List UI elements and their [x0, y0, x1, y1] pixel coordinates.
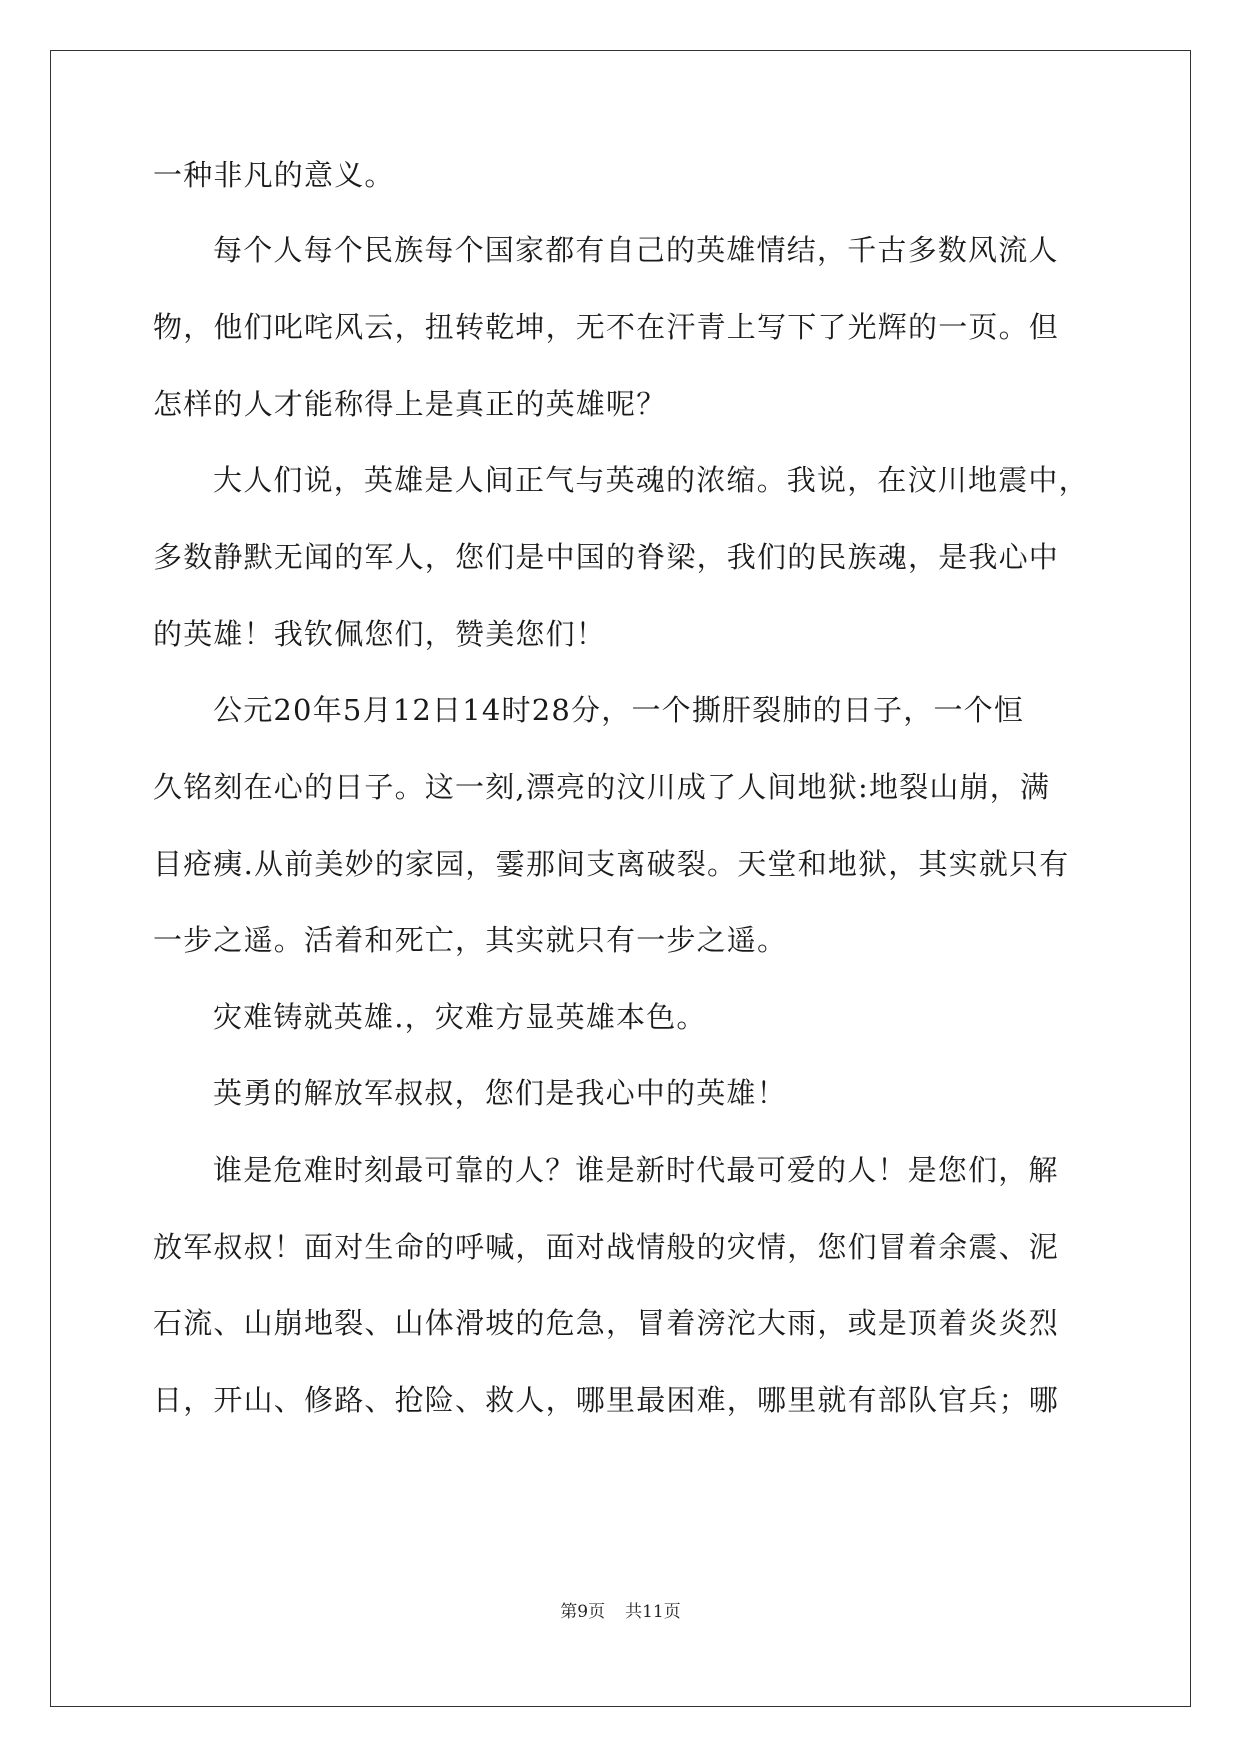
text-line: 每个人每个民族每个国家都有自己的英雄情结，千古多数风流人: [213, 233, 1059, 267]
text-line: 公元20年5月12日14时28分，一个撕肝裂肺的日子，一个恒: [213, 693, 1025, 727]
text-line: 一种非凡的意义。: [153, 158, 395, 192]
text-line: 多数静默无闻的军人，您们是中国的脊梁，我们的民族魂，是我心中: [153, 540, 1060, 574]
text-line: 久铭刻在心的日子。这一刻,漂亮的汶川成了人间地狱:地裂山崩，满: [153, 770, 1051, 804]
text-line: 一步之遥。活着和死亡，其实就只有一步之遥。: [153, 923, 788, 957]
text-line: 石流、山崩地裂、山体滑坡的危急，冒着滂沱大雨，或是顶着炎炎烈: [153, 1306, 1060, 1340]
text-line: 的英雄！我钦佩您们，赞美您们！: [153, 617, 607, 651]
page-total: 共11页: [625, 1602, 681, 1622]
text-line: 英勇的解放军叔叔，您们是我心中的英雄！: [213, 1076, 787, 1110]
page-number: 第9页: [560, 1602, 606, 1622]
text-line: 日，开山、修路、抢险、救人，哪里最困难，哪里就有部队官兵；哪: [153, 1383, 1060, 1417]
text-line: 怎样的人才能称得上是真正的英雄呢？: [153, 387, 667, 421]
page-footer: [0, 1600, 1241, 1624]
text-line: 物，他们叱咤风云，扭转乾坤，无不在汗青上写下了光辉的一页。但: [153, 310, 1060, 344]
text-line: 谁是危难时刻最可靠的人？谁是新时代最可爱的人！是您们，解: [213, 1153, 1059, 1187]
text-line: 大人们说，英雄是人间正气与英魂的浓缩。我说，在汶川地震中，: [213, 463, 1089, 497]
text-line: 目疮痍.从前美妙的家园，霎那间支离破裂。天堂和地狱，其实就只有: [153, 847, 1070, 881]
text-line: 灾难铸就英雄.，灾难方显英雄本色。: [213, 1000, 707, 1034]
text-line: 放军叔叔！面对生命的呼喊，面对战情般的灾情，您们冒着余震、泥: [153, 1230, 1060, 1264]
